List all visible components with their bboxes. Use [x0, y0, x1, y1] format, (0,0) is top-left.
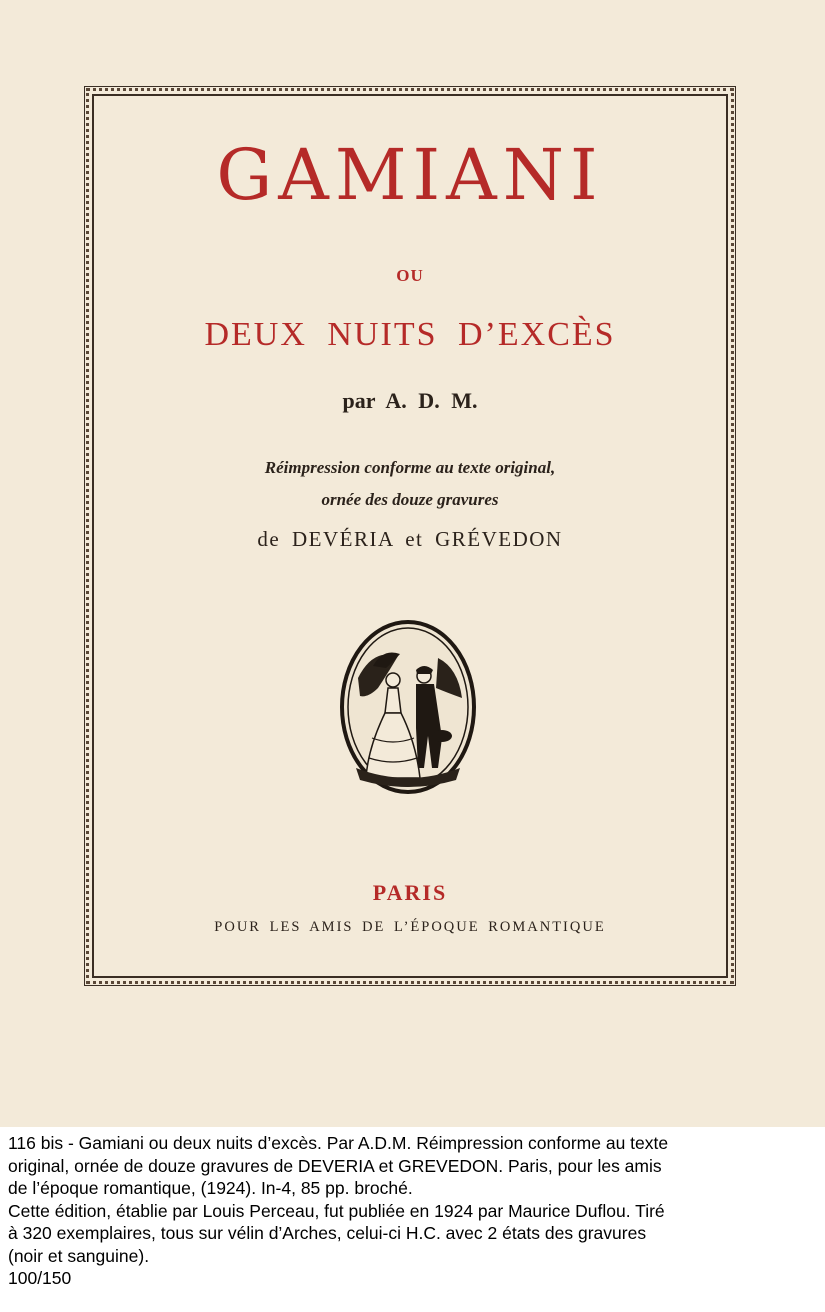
edition-note-line-1: Réimpression conforme au texte original,	[264, 458, 556, 477]
publication-city: PARIS	[372, 880, 448, 905]
caption-line: original, ornée de douze gravures de DEVERIA et GREVEDON. Paris, pour les amis	[8, 1155, 662, 1176]
illustrators-line: de DEVÉRIA et GRÉVEDON	[257, 527, 563, 551]
book-title: GAMIANI	[216, 134, 604, 216]
caption-line: 116 bis - Gamiani ou deux nuits d’excès. Par A.D.M. Réimpression conforme au texte	[8, 1133, 669, 1153]
book-author: par A. D. M.	[342, 388, 478, 413]
price-estimate: 100/150	[8, 1268, 72, 1288]
romantic-couple-vignette-icon	[338, 618, 478, 796]
book-subtitle: DEUX NUITS D’EXCÈS	[204, 316, 616, 353]
caption-line: Cette édition, établie par Louis Perceau, fut publiée en 1924 par Maurice Duflou. Tiré	[8, 1200, 665, 1221]
edition-note-line-2: ornée des douze gravures	[321, 490, 499, 509]
title-connector: OU	[396, 266, 424, 285]
publisher-line: POUR LES AMIS DE L’ÉPOQUE ROMANTIQUE	[214, 919, 606, 935]
caption-line: de l’époque romantique, (1924). In-4, 85 pp. broché.	[8, 1178, 413, 1198]
catalog-description	[8, 1132, 820, 1290]
caption-line: (noir et sanguine).	[8, 1245, 150, 1266]
caption-line: à 320 exemplaires, tous sur vélin d’Arches, celui-ci H.C. avec 2 états des gravures	[8, 1223, 647, 1243]
